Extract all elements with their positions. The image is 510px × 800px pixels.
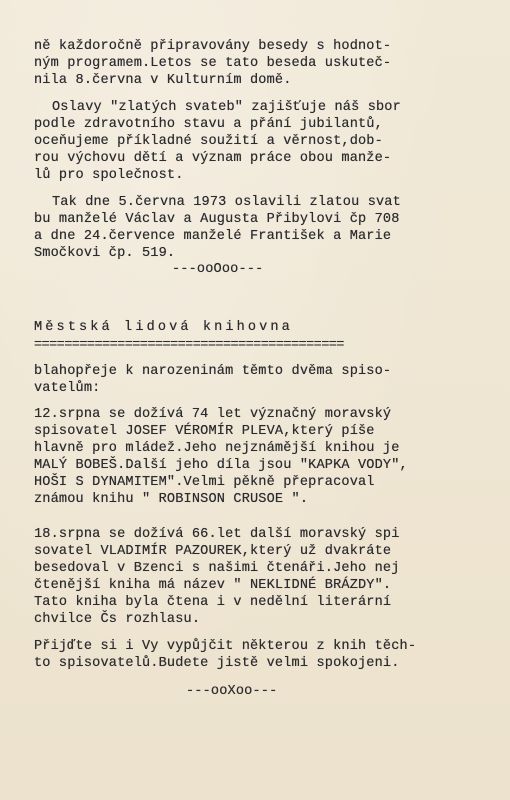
text-line: MALÝ BOBEŠ.Další jeho díla jsou "KAPKA VODY",: [34, 458, 408, 473]
text-line: ným programem.Letos se tato beseda uskuteč-: [34, 56, 392, 71]
text-line: blahopřeje k narozeninám těmto dvěma spiso-: [34, 364, 392, 379]
text-line: sovatel VLADIMÍR PAZOUREK,který už dvakráte: [34, 544, 392, 559]
section-heading: Městská lidová knihovna: [34, 320, 293, 335]
text-line: čtenější kniha má název " NEKLIDNÉ BRÁZDY".: [34, 578, 392, 593]
text-line: Oslavy "zlatých svateb" zajišťuje náš sbor: [52, 100, 401, 115]
text-line: podle zdravotního stavu a přání jubilantů,: [34, 117, 383, 132]
text-line: Smočkovi čp. 519.: [34, 246, 176, 261]
text-line: Tak dne 5.června 1973 oslavili zlatou svat: [52, 195, 401, 210]
text-line: 12.srpna se dožívá 74 let význačný moravský: [34, 407, 392, 422]
text-line: spisovatel JOSEF VÉROMÍR PLEVA,který píše: [34, 424, 375, 439]
text-line: nila 8.června v Kulturním domě.: [34, 73, 292, 88]
text-line: a dne 24.července manželé František a Marie: [34, 229, 392, 244]
section-separator: ---ooOoo---: [172, 262, 264, 277]
text-line: HOŠI S DYNAMITEM".Velmi pěkně přepracoval: [34, 475, 375, 490]
text-line: 18.srpna se dožívá 66.let další moravský spi: [34, 527, 400, 542]
text-line: Přijďte si i Vy vypůjčit některou z knih těch-: [34, 639, 417, 654]
text-line: známou knihu " ROBINSON CRUSOE ".: [34, 492, 309, 507]
text-line: Tato kniha byla čtena i v nedělní literární: [34, 595, 392, 610]
text-line: vatelům:: [34, 381, 101, 396]
section-separator: ---ooXoo---: [186, 684, 278, 699]
text-line: oceňujeme příkladné soužití a věrnost,dob-: [34, 134, 383, 149]
heading-underline: =========================================: [34, 338, 344, 353]
text-line: lů pro společnost.: [34, 168, 184, 183]
text-line: to spisovatelů.Budete jistě velmi spokojeni.: [34, 656, 400, 671]
text-line: rou výchovu dětí a význam práce obou manže-: [34, 151, 392, 166]
text-line: besedoval v Bzenci s našimi čtenáři.Jeho nej: [34, 561, 400, 576]
text-line: bu manželé Václav a Augusta Přibylovi čp 708: [34, 212, 400, 227]
text-line: chvilce Čs rozhlasu.: [34, 612, 201, 627]
text-line: hlavně pro mládež.Jeho nejznámější knihou je: [34, 441, 400, 456]
text-line: ně každoročně připravovány besedy s hodnot-: [34, 39, 392, 54]
